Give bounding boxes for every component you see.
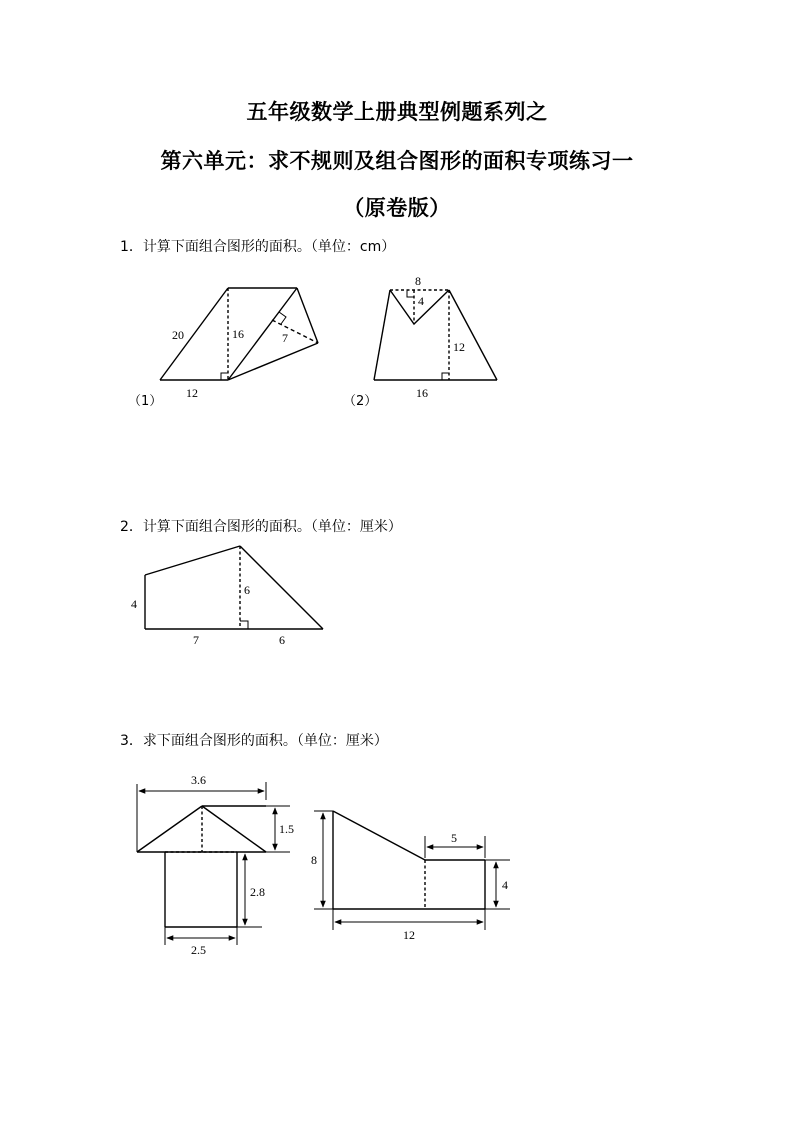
title-line-3: （原卷版） <box>343 196 451 220</box>
title-line-2: 第六单元：求不规则及组合图形的面积专项练习一 <box>160 149 634 173</box>
q1-fig2-dim-12: 12 <box>453 340 465 354</box>
question-2-text: 2．计算下面组合图形的面积。（单位：厘米） <box>120 519 402 535</box>
q3-fig2-dim-12: 12 <box>403 928 415 942</box>
q1-fig1-dim-7: 7 <box>282 331 288 345</box>
q2-figure <box>145 546 323 629</box>
q3-fig1-dim-2.8: 2.8 <box>250 885 265 899</box>
q3-figure-2 <box>314 811 510 930</box>
q1-figure-2 <box>374 290 497 380</box>
q3-fig1-dim-1.5: 1.5 <box>279 822 294 836</box>
title-line-1: 五年级数学上册典型例题系列之 <box>246 100 548 124</box>
question-3-text: 3．求下面组合图形的面积。（单位：厘米） <box>120 733 388 749</box>
q2-dim-6-base: 6 <box>279 633 285 647</box>
q1-fig2-dim-4: 4 <box>418 294 424 308</box>
q1-fig1-dim-20: 20 <box>172 328 184 342</box>
q1-fig2-dim-8: 8 <box>415 274 421 288</box>
q2-dim-6-height: 6 <box>244 583 250 597</box>
q1-fig2-label: （2） <box>343 394 378 409</box>
q3-fig1-dim-2.5: 2.5 <box>191 943 206 957</box>
q3-fig2-dim-8: 8 <box>311 853 317 867</box>
q2-dim-4: 4 <box>131 597 137 611</box>
q3-fig2-dim-5: 5 <box>451 831 457 845</box>
q2-dim-7: 7 <box>193 633 199 647</box>
q3-fig1-dim-3.6: 3.6 <box>191 773 206 787</box>
q3-fig2-dim-4: 4 <box>502 878 508 892</box>
q1-fig2-dim-16: 16 <box>416 386 428 400</box>
q1-fig1-label: （1） <box>128 394 163 409</box>
q3-figure-1 <box>137 782 290 945</box>
question-1-text: 1．计算下面组合图形的面积。（单位：cm） <box>120 239 396 255</box>
q1-fig1-dim-16: 16 <box>232 327 244 341</box>
q1-fig1-dim-12: 12 <box>186 386 198 400</box>
